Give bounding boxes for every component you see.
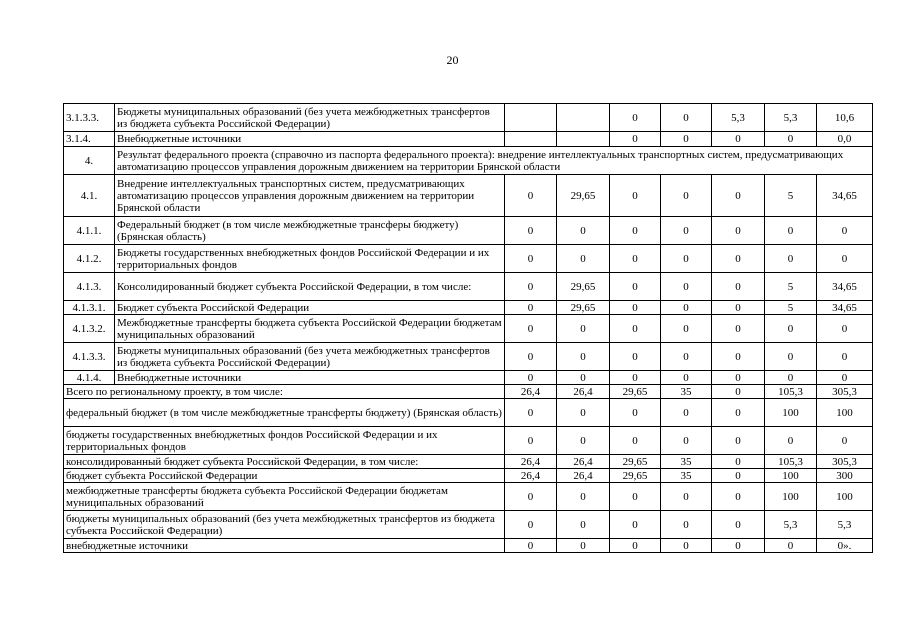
row-description: Межбюджетные трансферты бюджета субъекта Российской Федерации бюджетам муниципальных образований	[115, 315, 505, 343]
value-cell: 0	[765, 427, 817, 455]
value-cell: 0	[661, 511, 712, 539]
value-cell: 100	[765, 399, 817, 427]
value-cell: 0	[661, 104, 712, 132]
total-description: бюджет субъекта Российской Федерации	[64, 469, 505, 483]
value-cell: 0	[712, 385, 765, 399]
value-cell: 0	[765, 343, 817, 371]
value-cell: 105,3	[765, 455, 817, 469]
value-cell: 35	[661, 469, 712, 483]
value-cell: 0	[765, 132, 817, 147]
table-row	[64, 132, 873, 147]
value-cell: 0	[817, 427, 873, 455]
value-cell: 0	[557, 217, 610, 245]
value-cell: 0	[661, 217, 712, 245]
value-cell: 0	[712, 343, 765, 371]
value-cell: 0	[765, 217, 817, 245]
value-cell: 0	[712, 427, 765, 455]
value-cell: 100	[765, 483, 817, 511]
table-row	[64, 273, 873, 301]
value-cell: 0	[765, 539, 817, 553]
value-cell: 0	[661, 273, 712, 301]
value-cell: 0	[610, 427, 661, 455]
total-description: внебюджетные источники	[64, 539, 505, 553]
value-cell: 0	[610, 104, 661, 132]
row-description: Бюджеты государственных внебюджетных фондов Российской Федерации и их территориальных фондов	[115, 245, 505, 273]
value-cell: 0	[712, 315, 765, 343]
value-cell: 29,65	[610, 469, 661, 483]
value-cell: 0	[505, 315, 557, 343]
value-cell: 0	[661, 132, 712, 147]
total-description: межбюджетные трансферты бюджета субъекта Российской Федерации бюджетам муниципальных образований	[64, 483, 505, 511]
value-cell: 0	[765, 371, 817, 385]
value-cell: 0	[712, 217, 765, 245]
row-code: 4.1.4.	[64, 371, 115, 385]
value-cell: 300	[817, 469, 873, 483]
table-row	[64, 301, 873, 315]
value-cell: 0	[610, 315, 661, 343]
table-row	[64, 245, 873, 273]
value-cell: 0	[712, 245, 765, 273]
value-cell: 0	[557, 371, 610, 385]
value-cell: 0	[505, 245, 557, 273]
value-cell: 0	[505, 371, 557, 385]
value-cell: 0	[610, 301, 661, 315]
row-description: Консолидированный бюджет субъекта Российской Федерации, в том числе:	[115, 273, 505, 301]
value-cell: 100	[817, 399, 873, 427]
row-description: Внебюджетные источники	[115, 371, 505, 385]
value-cell: 26,4	[505, 469, 557, 483]
table-row	[64, 343, 873, 371]
section-heading: Результат федерального проекта (справочно из паспорта федерального проекта): внедрение интеллектуальных транспортных систем, предусматривающих автоматизацию процессов управления дорожным движением на территории Брянской области	[115, 147, 873, 175]
value-cell: 0	[712, 539, 765, 553]
value-cell: 0	[610, 483, 661, 511]
value-cell: 0	[557, 245, 610, 273]
value-cell: 0	[505, 511, 557, 539]
value-cell: 35	[661, 455, 712, 469]
value-cell: 34,65	[817, 175, 873, 217]
value-cell: 0	[557, 511, 610, 539]
total-row	[64, 483, 873, 511]
row-code: 3.1.3.3.	[64, 104, 115, 132]
value-cell: 0	[817, 245, 873, 273]
value-cell: 0	[505, 175, 557, 217]
value-cell: 0	[557, 539, 610, 553]
table-row	[64, 175, 873, 217]
value-cell: 0	[610, 245, 661, 273]
value-cell: 35	[661, 385, 712, 399]
value-cell: 0	[712, 469, 765, 483]
value-cell: 29,65	[557, 301, 610, 315]
value-cell: 5	[765, 175, 817, 217]
total-row	[64, 399, 873, 427]
value-cell: 29,65	[610, 385, 661, 399]
value-cell: 0	[610, 343, 661, 371]
value-cell: 0	[712, 301, 765, 315]
total-row	[64, 469, 873, 483]
value-cell: 26,4	[505, 385, 557, 399]
value-cell: 0	[661, 175, 712, 217]
table-row	[64, 217, 873, 245]
value-cell: 0	[505, 427, 557, 455]
row-code: 4.1.1.	[64, 217, 115, 245]
table-row	[64, 147, 873, 175]
value-cell: 0	[661, 399, 712, 427]
total-description: федеральный бюджет (в том числе межбюджетные трансферты бюджету) (Брянская область)	[64, 399, 505, 427]
value-cell: 100	[765, 469, 817, 483]
value-cell: 26,4	[505, 455, 557, 469]
value-cell: 0	[661, 371, 712, 385]
page-number: 20	[446, 53, 459, 67]
total-row	[64, 455, 873, 469]
value-cell: 0	[712, 273, 765, 301]
value-cell: 305,3	[817, 385, 873, 399]
row-description: Бюджеты муниципальных образований (без учета межбюджетных трансфертов из бюджета субъекта Российской Федерации)	[115, 104, 505, 132]
value-cell: 0	[505, 343, 557, 371]
value-cell: 5,3	[765, 104, 817, 132]
value-cell: 0	[661, 427, 712, 455]
value-cell: 0	[557, 343, 610, 371]
value-cell: 0	[817, 315, 873, 343]
row-description: Федеральный бюджет (в том числе межбюджетные трансферы бюджету) (Брянская область)	[115, 217, 505, 245]
value-cell: 26,4	[557, 455, 610, 469]
value-cell: 0	[505, 483, 557, 511]
row-code: 4.1.2.	[64, 245, 115, 273]
value-cell	[557, 104, 610, 132]
value-cell: 0	[817, 343, 873, 371]
value-cell: 10,6	[817, 104, 873, 132]
value-cell	[505, 104, 557, 132]
value-cell: 5,3	[817, 511, 873, 539]
value-cell: 0	[610, 399, 661, 427]
value-cell: 0	[610, 132, 661, 147]
value-cell: 0	[610, 371, 661, 385]
value-cell: 0	[661, 539, 712, 553]
row-code: 4.1.	[64, 175, 115, 217]
value-cell: 5,3	[712, 104, 765, 132]
value-cell: 0	[712, 175, 765, 217]
value-cell: 0	[505, 539, 557, 553]
budget-table	[63, 103, 873, 553]
row-code: 4.1.3.1.	[64, 301, 115, 315]
value-cell: 0	[661, 343, 712, 371]
table-body	[64, 104, 873, 553]
value-cell: 0	[610, 175, 661, 217]
total-description: консолидированный бюджет субъекта Российской Федерации, в том числе:	[64, 455, 505, 469]
table-row	[64, 315, 873, 343]
value-cell: 0	[557, 399, 610, 427]
row-code: 4.1.3.	[64, 273, 115, 301]
total-row	[64, 511, 873, 539]
value-cell: 0	[817, 217, 873, 245]
row-description: Внедрение интеллектуальных транспортных систем, предусматривающих автоматизацию процессов управления дорожным движением на территории Брянской области	[115, 175, 505, 217]
value-cell: 5	[765, 273, 817, 301]
value-cell: 0	[610, 217, 661, 245]
row-code: 4.1.3.2.	[64, 315, 115, 343]
value-cell: 26,4	[557, 385, 610, 399]
value-cell: 0	[505, 301, 557, 315]
value-cell: 0	[557, 427, 610, 455]
value-cell: 5	[765, 301, 817, 315]
row-description: Бюджет субъекта Российской Федерации	[115, 301, 505, 315]
total-description: бюджеты муниципальных образований (без учета межбюджетных трансфертов из бюджета субъекта Российской Федерации)	[64, 511, 505, 539]
table-row	[64, 371, 873, 385]
value-cell: 0	[557, 483, 610, 511]
value-cell: 29,65	[557, 175, 610, 217]
value-cell: 34,65	[817, 273, 873, 301]
value-cell: 0	[661, 245, 712, 273]
value-cell: 0	[505, 217, 557, 245]
row-description: Внебюджетные источники	[115, 132, 505, 147]
value-cell: 0	[712, 371, 765, 385]
value-cell: 0	[817, 371, 873, 385]
value-cell: 0	[712, 399, 765, 427]
row-code: 3.1.4.	[64, 132, 115, 147]
value-cell: 0	[610, 539, 661, 553]
value-cell: 0	[505, 399, 557, 427]
value-cell: 29,65	[610, 455, 661, 469]
value-cell: 105,3	[765, 385, 817, 399]
value-cell: 34,65	[817, 301, 873, 315]
row-code: 4.1.3.3.	[64, 343, 115, 371]
value-cell: 0	[661, 483, 712, 511]
value-cell	[505, 132, 557, 147]
value-cell: 0	[610, 273, 661, 301]
value-cell: 305,3	[817, 455, 873, 469]
value-cell	[557, 132, 610, 147]
value-cell: 0	[661, 301, 712, 315]
total-row	[64, 539, 873, 553]
value-cell: 0	[712, 132, 765, 147]
value-cell: 0	[557, 315, 610, 343]
row-description: Бюджеты муниципальных образований (без учета межбюджетных трансфертов из бюджета субъекта Российской Федерации)	[115, 343, 505, 371]
value-cell: 26,4	[557, 469, 610, 483]
row-code: 4.	[64, 147, 115, 175]
value-cell: 0	[712, 455, 765, 469]
total-row	[64, 385, 873, 399]
total-row	[64, 427, 873, 455]
value-cell: 5,3	[765, 511, 817, 539]
value-cell: 0,0	[817, 132, 873, 147]
total-description: бюджеты государственных внебюджетных фондов Российской Федерации и их территориальных фондов	[64, 427, 505, 455]
total-description: Всего по региональному проекту, в том числе:	[64, 385, 505, 399]
value-cell: 0	[661, 315, 712, 343]
value-cell: 0	[610, 511, 661, 539]
value-cell: 0	[712, 483, 765, 511]
value-cell: 0	[765, 245, 817, 273]
table-row	[64, 104, 873, 132]
value-cell: 0	[765, 315, 817, 343]
value-cell: 29,65	[557, 273, 610, 301]
value-cell: 0	[712, 511, 765, 539]
value-cell: 0».	[817, 539, 873, 553]
value-cell: 100	[817, 483, 873, 511]
value-cell: 0	[505, 273, 557, 301]
